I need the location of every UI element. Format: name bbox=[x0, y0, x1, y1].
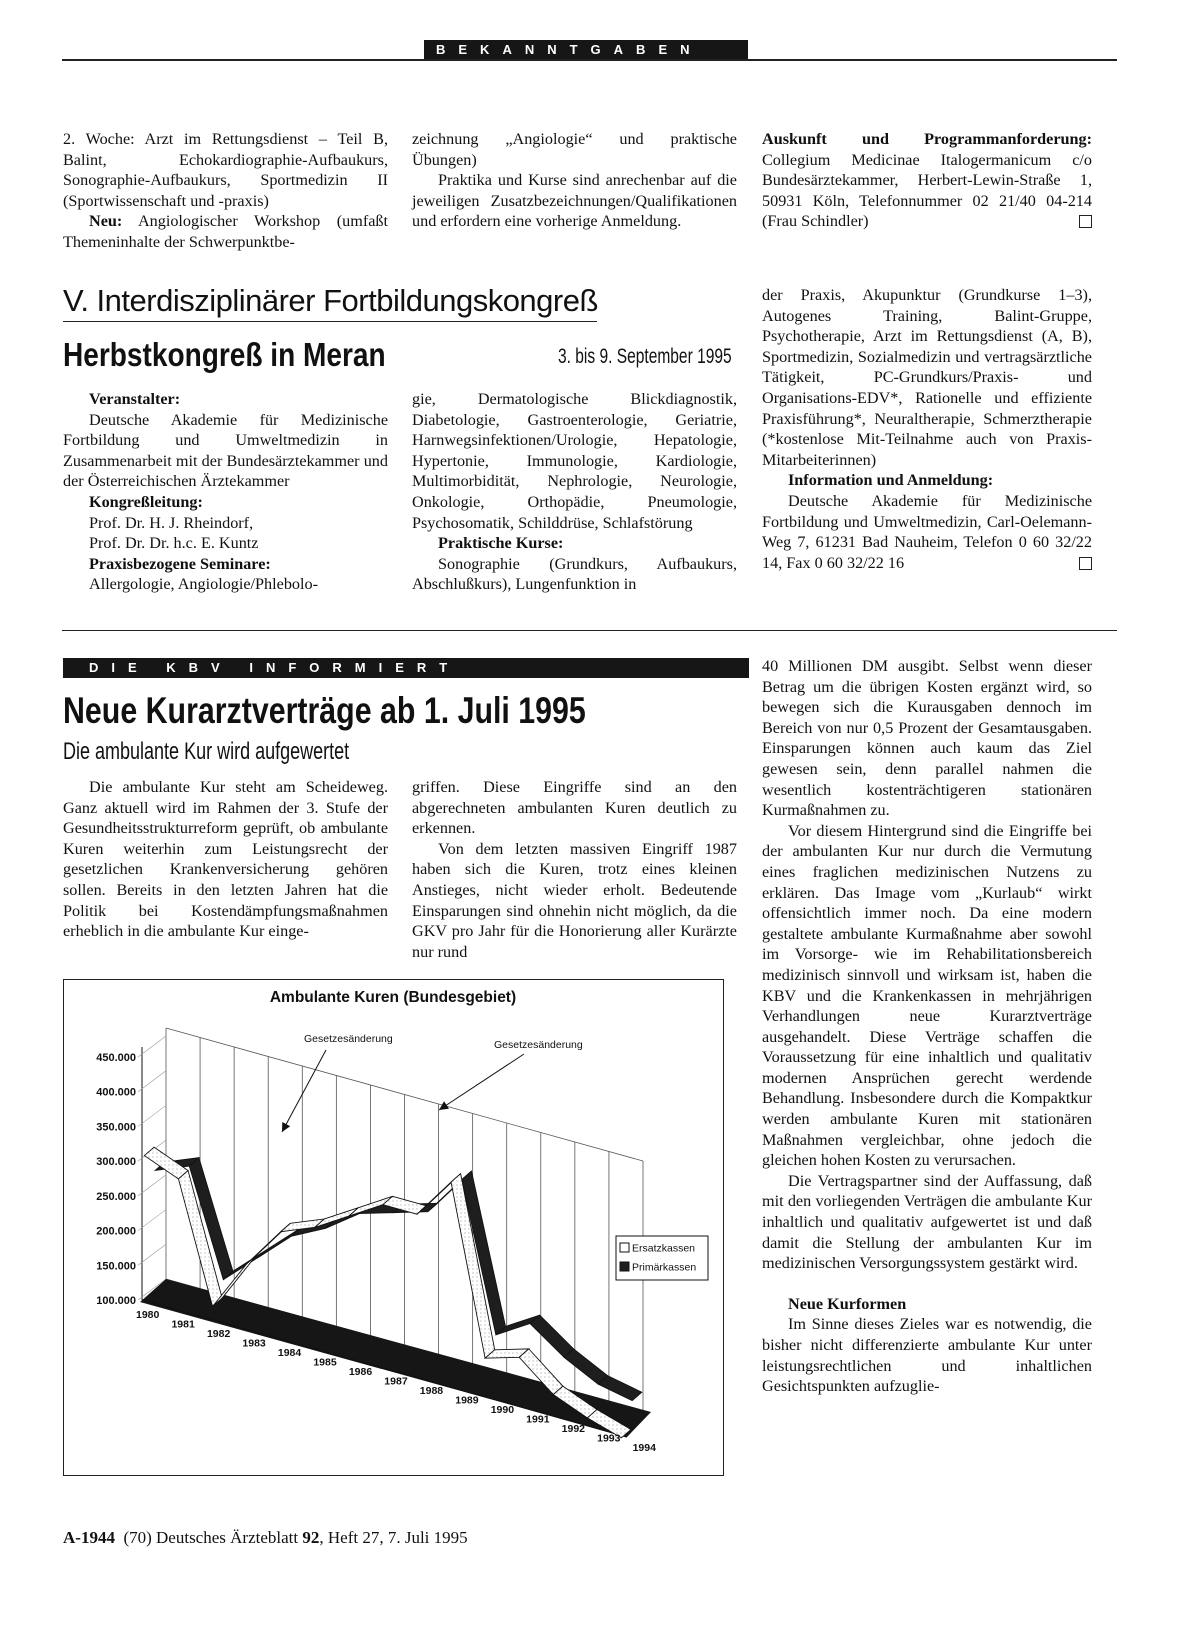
paragraph bbox=[762, 285, 1092, 470]
paragraph bbox=[63, 574, 388, 595]
ambulante-kuren-chart bbox=[64, 980, 722, 1474]
top-column-2 bbox=[412, 129, 737, 232]
y-tick-label: 350.000 bbox=[96, 1121, 136, 1134]
y-tick-label: 200.000 bbox=[96, 1225, 136, 1238]
paragraph bbox=[762, 821, 1092, 1171]
kbv-col1-paragraph: Die ambulante Kur steht am Scheideweg. Ganz aktuell wird im Rahmen der 3. Stufe der Gesundheitsstrukturreform geprüft, ob ambulante Kuren weiterhin zum Leistungsrecht der gesetzlichen Krankenversicherung gehören sollen. Bereits in den letzten Jahren hat die Politik bei Kostendämpfungsmaßnahmen erheblich in die ambulante Kur einge- bbox=[63, 778, 388, 941]
paragraph-text: 40 Millionen DM ausgibt. Selbst wenn dieser Betrag um die übrigen Kosten ergänzt wird, so bewegen sich die Kurausgaben dennoch im Bereich von nur 0,5 Prozent der Gesamtausgaben. Einsparungen können auch kaum das Ziel gewesen sein, denn parallel nahmen die wesentlich kostenträchtigeren stationären Kurmaßnahmen zu. bbox=[762, 657, 1092, 820]
lead-label: Neu: bbox=[89, 212, 123, 231]
y-tick-label: 450.000 bbox=[96, 1052, 136, 1064]
annotation-label: Gesetzesänderung bbox=[304, 1033, 393, 1045]
paragraph bbox=[762, 491, 1092, 573]
y-tick-label: 250.000 bbox=[96, 1190, 136, 1203]
kongress-kicker: V. Interdisziplinärer Fortbildungskongreß bbox=[63, 283, 598, 318]
subheading: Veranstalter: bbox=[89, 390, 181, 408]
y-tick-label: 100.000 bbox=[96, 1295, 136, 1307]
x-tick-label: 1982 bbox=[206, 1328, 231, 1340]
x-tick-label: 1983 bbox=[242, 1337, 266, 1350]
y-tick-label: 400.000 bbox=[96, 1086, 136, 1099]
x-axis bbox=[142, 1300, 627, 1437]
x-tick-label: 1989 bbox=[455, 1394, 479, 1407]
paragraph-text: Von dem letzten massiven Eingriff 1987 haben sich die Kuren, trotz eines kleinen Anstieges, nicht wieder erholt. Bedeutende Einsparungen sind ohnehin nicht möglich, da die GKV pro Jahr für die Honorierung aller Kurärzte nur rund bbox=[412, 839, 737, 961]
subheading: Kongreßleitung: bbox=[89, 492, 203, 511]
paragraph-text: Vor diesem Hintergrund sind die Eingriffe bei der ambulanten Kur nur durch die Vermutung eines fraglichen medizinischen Nutzens zu erklären. Das Image vom „Kurlaub“ wirkt offensichtlich immer noch. Da eine modern gestaltete ambulante Kurmaßnahme aber sowohl im Vorsorge- wie im Rehabilitationsbereich medizinisch sinnvoll und wirksam ist, haben die KBV und die Krankenkassen in mehrjährigen Verhandlungen neue Kurarztverträge ausgehandelt. Diese Verträge schaffen die Voraussetzung für eine inhaltlich und qualitativ modernen Ansprüchen gerecht werdende Behandlung. Insbesondere durch die Kompaktkur werden ambulante Kuren mit stationären Maßnahmen vergleichbar, ohne jedoch die gleichen hohen Kosten zu verursachen. bbox=[762, 821, 1092, 1170]
paragraph bbox=[412, 170, 737, 232]
top-column-3 bbox=[762, 129, 1092, 232]
annotation-arrow bbox=[439, 1054, 524, 1110]
paragraph-text: griffen. Diese Eingriffe sind an den abgerechneten ambulanten Kuren deutlich zu erkennen. bbox=[412, 778, 737, 838]
legend-swatch-primaerkassen bbox=[620, 1262, 629, 1271]
annotation-label: Gesetzesänderung bbox=[494, 1039, 583, 1051]
legend-label: Ersatzkassen bbox=[632, 1242, 696, 1255]
paragraph bbox=[412, 129, 737, 170]
kbv-subtitle: Die ambulante Kur wird aufgewertet bbox=[63, 738, 350, 765]
kicker-underline bbox=[63, 321, 597, 322]
x-tick-label: 1987 bbox=[384, 1375, 408, 1388]
top-column-1 bbox=[63, 129, 388, 253]
arrowhead-icon bbox=[439, 1101, 449, 1110]
kongress-column-3 bbox=[762, 285, 1092, 573]
section-divider bbox=[62, 630, 1117, 631]
x-tick-label: 1981 bbox=[171, 1318, 195, 1331]
primaerkassen-segment bbox=[598, 1376, 642, 1401]
paragraph bbox=[412, 389, 737, 533]
subheading: Praxisbezogene Seminare: bbox=[89, 554, 271, 573]
subheading: Neue Kurformen bbox=[788, 1294, 907, 1313]
footer-issue: , Heft 27, 7. Juli 1995 bbox=[319, 1528, 468, 1547]
section-banner: BEKANNTGABEN bbox=[424, 40, 748, 59]
paragraph bbox=[63, 129, 388, 211]
kongress-dates: 3. bis 9. September 1995 bbox=[558, 345, 732, 368]
paragraph bbox=[762, 1171, 1092, 1274]
paragraph-text: Allergologie, Angiologie/Phlebolo- bbox=[89, 575, 319, 594]
kbv-title: Neue Kurarztverträge ab 1. Juli 1995 bbox=[63, 690, 586, 731]
paragraph bbox=[762, 1314, 1092, 1396]
kbv-column-1 bbox=[63, 777, 388, 942]
paragraph bbox=[762, 656, 1092, 821]
y-tick-label: 300.000 bbox=[96, 1156, 136, 1169]
x-tick-label: 1984 bbox=[277, 1347, 302, 1359]
paragraph-text: zeichnung „Angiologie“ und praktische Übungen) bbox=[412, 130, 737, 169]
paragraph-text: Prof. Dr. H. J. Rheindorf, bbox=[89, 513, 254, 532]
primaerkassen-segment bbox=[257, 1228, 301, 1258]
subheading: Praktische Kurse: bbox=[438, 534, 564, 553]
page-footer bbox=[63, 1527, 468, 1549]
subheading: Information und Anmeldung: bbox=[788, 471, 994, 490]
lead-text: Angiologischer Workshop (umfaßt Themeninhalte der Schwerpunktbe- bbox=[63, 212, 388, 251]
spacer bbox=[762, 1274, 1092, 1294]
legend-swatch-ersatzkassen bbox=[620, 1243, 629, 1252]
chart-frame bbox=[63, 979, 724, 1476]
end-mark-icon bbox=[1079, 215, 1092, 228]
x-tick-label: 1988 bbox=[419, 1385, 444, 1397]
legend-label: Primärkassen bbox=[632, 1261, 697, 1274]
primaerkassen-segment bbox=[530, 1315, 574, 1357]
y-tick-label: 150.000 bbox=[96, 1260, 136, 1273]
x-tick-label: 1990 bbox=[490, 1404, 515, 1416]
kongress-column-1 bbox=[63, 389, 388, 595]
paragraph-text: Praktika und Kurse sind anrechenbar auf die jeweiligen Zusatzbezeichnungen/Qualifikationen und erfordern eine vorherige Anmeldung. bbox=[412, 171, 737, 231]
paragraph-text: Deutsche Akademie für Medizinische Fortbildung und Umweltmedizin in Zusammenarbeit mit der Bundesärztekammer und der Österreichischen Ärztekammer bbox=[63, 410, 388, 491]
paragraph-text: Deutsche Akademie für Medizinische Fortbildung und Umweltmedizin, Carl-Oelemann-Weg 7, 61231 Bad Nauheim, Telefon 0 60 32/22 14, Fax 0 60 32/22 16 bbox=[762, 491, 1092, 572]
kbv-banner: DIE KBV INFORMIERT bbox=[63, 658, 749, 678]
x-tick-label: 1992 bbox=[561, 1423, 586, 1435]
paragraph bbox=[63, 211, 388, 252]
page-number: A-1944 bbox=[63, 1528, 115, 1547]
paragraph bbox=[63, 533, 388, 554]
x-tick-label: 1994 bbox=[632, 1442, 656, 1454]
x-tick-label: 1985 bbox=[313, 1356, 337, 1369]
kongress-column-2 bbox=[412, 389, 737, 595]
paragraph bbox=[412, 839, 737, 963]
x-tick-label: 1993 bbox=[597, 1432, 621, 1445]
paragraph-text: gie, Dermatologische Blickdiagnostik, Diabetologie, Gastroenterologie, Geriatrie, Harnwegsinfektionen/Urologie, Hepatologie, Hypertonie, Immunologie, Kardiologie, Multimorbidität, Nephrologie, Neurologie, Onkologie, Orthopädie, Pneumologie, Psychosomatik, Schilddrüse, Schlafstörung bbox=[412, 390, 737, 532]
kongress-title: Herbstkongreß in Meran bbox=[63, 336, 386, 373]
x-tick-label: 1991 bbox=[526, 1413, 550, 1426]
paragraph-text: der Praxis, Akupunktur (Grundkurse 1–3), Autogenes Training, Balint-Gruppe, Psychotherapie, Arzt im Rettungsdienst (A, B), Sportmedizin, Sozialmedizin und vertragsärztliche Tätigkeit, PC-Grundkurs/Praxis- und Organisations-EDV*, Rationelle und effiziente Praxisführung*, Neuraltherapie, Schmerztherapie (*kostenlose Mit-Teilnahme auch von Praxis-Mitarbeiterinnen) bbox=[762, 286, 1092, 469]
kbv-column-3 bbox=[762, 656, 1092, 1397]
footer-journal: (70) Deutsches Ärzteblatt bbox=[123, 1528, 299, 1547]
paragraph-text: Im Sinne dieses Zieles war es notwendig, die bisher nicht differenzierte ambulante Kur unter leistungsrechtlichen und inhaltlichen Gesichtspunkten aufzuglie- bbox=[762, 1315, 1092, 1396]
y-gridline bbox=[138, 1036, 166, 1057]
end-mark-icon bbox=[1079, 557, 1092, 570]
primaerkassen-segment bbox=[564, 1349, 608, 1384]
chart-title: Ambulante Kuren (Bundesgebiet) bbox=[269, 989, 517, 1006]
paragraph bbox=[412, 554, 737, 595]
paragraph-text: Die Vertragspartner sind der Auffassung, daß mit den vorliegenden Verträgen die ambulante Kur inhaltlich und qualitativ aufgewertet ist und daß damit die Stellung der ambulanten Kur im medizinischen Versorgungssystem gestärkt wird. bbox=[762, 1171, 1092, 1273]
paragraph-text: Sonographie (Grundkurs, Aufbaukurs, Abschlußkurs), Lungenfunktion in bbox=[412, 554, 737, 594]
paragraph-text: Prof. Dr. Dr. h.c. E. Kuntz bbox=[89, 534, 259, 553]
info-lead: Auskunft und Programmanforderung: bbox=[762, 130, 1092, 148]
paragraph bbox=[412, 777, 737, 839]
paragraph bbox=[63, 410, 388, 492]
header-rule bbox=[62, 59, 1117, 61]
footer-volume: 92 bbox=[302, 1528, 320, 1547]
info-text: Collegium Medicinae Italogermanicum c/o Bundesärztekammer, Herbert-Lewin-Straße 1, 50931 Köln, Telefonnummer 02 21/40 04-214 (Frau Schindler) bbox=[762, 150, 1092, 231]
x-tick-label: 1980 bbox=[136, 1309, 160, 1321]
paragraph bbox=[63, 513, 388, 534]
x-tick-label: 1986 bbox=[348, 1366, 373, 1378]
paragraph-text: 2. Woche: Arzt im Rettungsdienst – Teil B, Balint, Echokardiographie-Aufbaukurs, Sonographie-Aufbaukurs, Sportmedizin II (Sportwissenschaft und -praxis) bbox=[63, 130, 388, 210]
kbv-column-2 bbox=[412, 777, 737, 962]
